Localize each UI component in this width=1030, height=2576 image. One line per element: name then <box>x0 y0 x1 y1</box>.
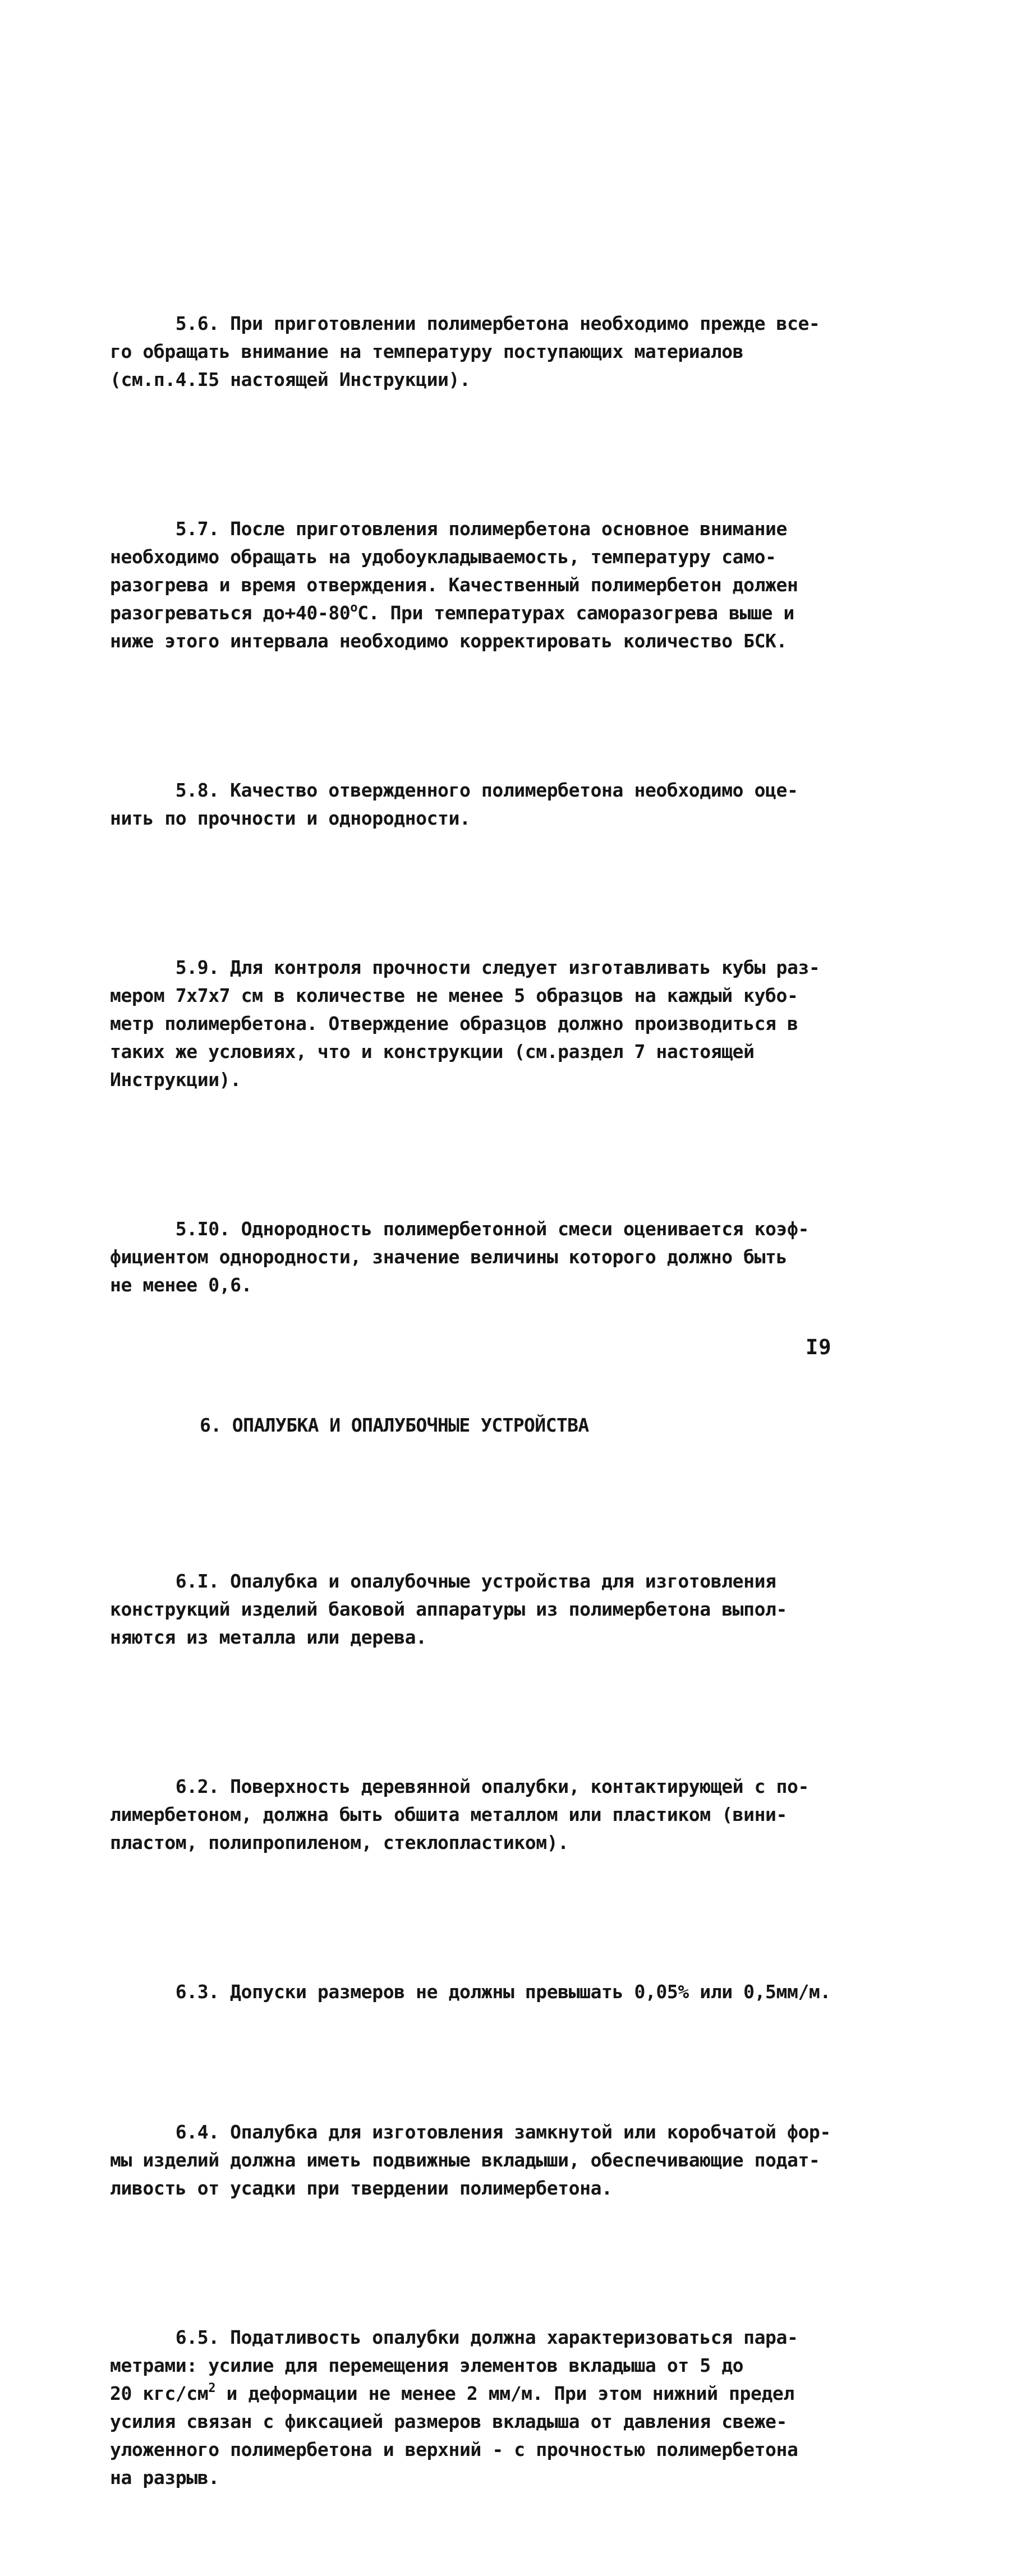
text-line: 5.7. После приготовления полимербетона основное внимание <box>110 518 787 540</box>
text-line: мером 7х7х7 см в количестве не менее 5 образцов на каждый кубо- <box>110 985 798 1006</box>
text-line: не менее 0,6. <box>110 1274 252 1296</box>
text-line: Инструкции). <box>110 1069 241 1091</box>
text-line: мы изделий должна иметь подвижные вкладыши, обеспечивающие подат- <box>110 2149 820 2171</box>
squared-line-suffix: и деформации не менее 2 мм/м. При этом нижний предел <box>215 2382 794 2404</box>
text-line: метрами: усилие для перемещения элементов вкладыша от 5 до <box>110 2354 744 2376</box>
text-line: (см.п.4.I5 настоящей Инструкции). <box>110 369 471 390</box>
text-line: 6.I. Опалубка и опалубочные устройства для изготовления <box>110 1570 776 1592</box>
text-line: фициентом однородности, значение величины которого должно быть <box>110 1246 787 1268</box>
degree-superscript: о <box>350 601 358 615</box>
text-line: на разрыв. <box>110 2467 219 2488</box>
text-line: 6.5. Податливость опалубки должна характеризоваться пара- <box>110 2326 798 2348</box>
paragraph-5-10 <box>110 1187 839 1299</box>
text-line: лимербетоном, должна быть обшита металлом или пластиком (вини- <box>110 1804 787 1825</box>
squared-line <box>110 2380 839 2408</box>
text-line: 5.6. При приготовлении полимербетона необходимо прежде все- <box>110 312 820 334</box>
text-line: го обращать внимание на температуру поступающих материалов <box>110 341 744 362</box>
text-line: метр полимербетона. Отверждение образцов должно производиться в <box>110 1013 798 1034</box>
text-line: ливость от усадки при твердении полимербетона. <box>110 2177 613 2199</box>
paragraph-5-7 <box>110 487 839 655</box>
text-line: ниже этого интервала необходимо корректировать количество БСК. <box>110 630 787 652</box>
paragraph-5-8 <box>110 748 839 832</box>
degree-line-prefix: разогреваться до+40-80 <box>110 602 351 624</box>
text-line: 6.3. Допуски размеров не должны превышать 0,05% или 0,5мм/м. <box>110 1981 831 2003</box>
page-number: I9 <box>806 1335 832 1359</box>
text-line: конструкций изделий баковой аппаратуры из полимербетона выпол- <box>110 1598 787 1620</box>
text-line: 6.4. Опалубка для изготовления замкнутой или коробчатой фор- <box>110 2121 831 2143</box>
text-line: пластом, полипропиленом, стеклопластиком). <box>110 1832 569 1853</box>
squared-line-prefix: 20 кгс/см <box>110 2382 209 2404</box>
text-line: 5.9. Для контроля прочности следует изготавливать кубы раз- <box>110 956 820 978</box>
paragraph-6-1 <box>110 1539 839 1652</box>
square-superscript: 2 <box>208 2381 216 2395</box>
text-line: таких же условиях, что и конструкции (см.раздел 7 настоящей <box>110 1041 755 1062</box>
text-line: 5.I0. Однородность полимербетонной смеси оценивается коэф- <box>110 1218 809 1240</box>
paragraph-6-5 <box>110 2296 839 2492</box>
paragraph-5-9 <box>110 926 839 1094</box>
text-line: няются из металла или дерева. <box>110 1626 427 1648</box>
text-line: 6.2. Поверхность деревянной опалубки, контактирующей с по- <box>110 1775 809 1797</box>
document-body <box>110 197 839 2576</box>
text-line: разогрева и время отверждения. Качественный полимербетон должен <box>110 574 798 596</box>
text-line: необходимо обращать на удобоукладываемость, температуру само- <box>110 546 776 568</box>
paragraph-6-2 <box>110 1745 839 1857</box>
degree-line <box>110 599 839 627</box>
section-heading: 6. ОПАЛУБКА И ОПАЛУБОЧНЫЕ УСТРОЙСТВА <box>200 1414 589 1436</box>
paragraph-5-6 <box>110 282 839 394</box>
degree-line-suffix: С. При температурах саморазогрева выше и <box>357 602 794 624</box>
text-line: нить по прочности и однородности. <box>110 807 471 829</box>
text-line: уложенного полимербетона и верхний - с прочностью полимербетона <box>110 2439 798 2460</box>
paragraph-6-3 <box>110 1950 839 2006</box>
paragraph-6-4 <box>110 2090 839 2202</box>
text-line: 5.8. Качество отвержденного полимербетона необходимо оце- <box>110 779 798 801</box>
text-line: усилия связан с фиксацией размеров вкладыша от давления свеже- <box>110 2411 787 2432</box>
